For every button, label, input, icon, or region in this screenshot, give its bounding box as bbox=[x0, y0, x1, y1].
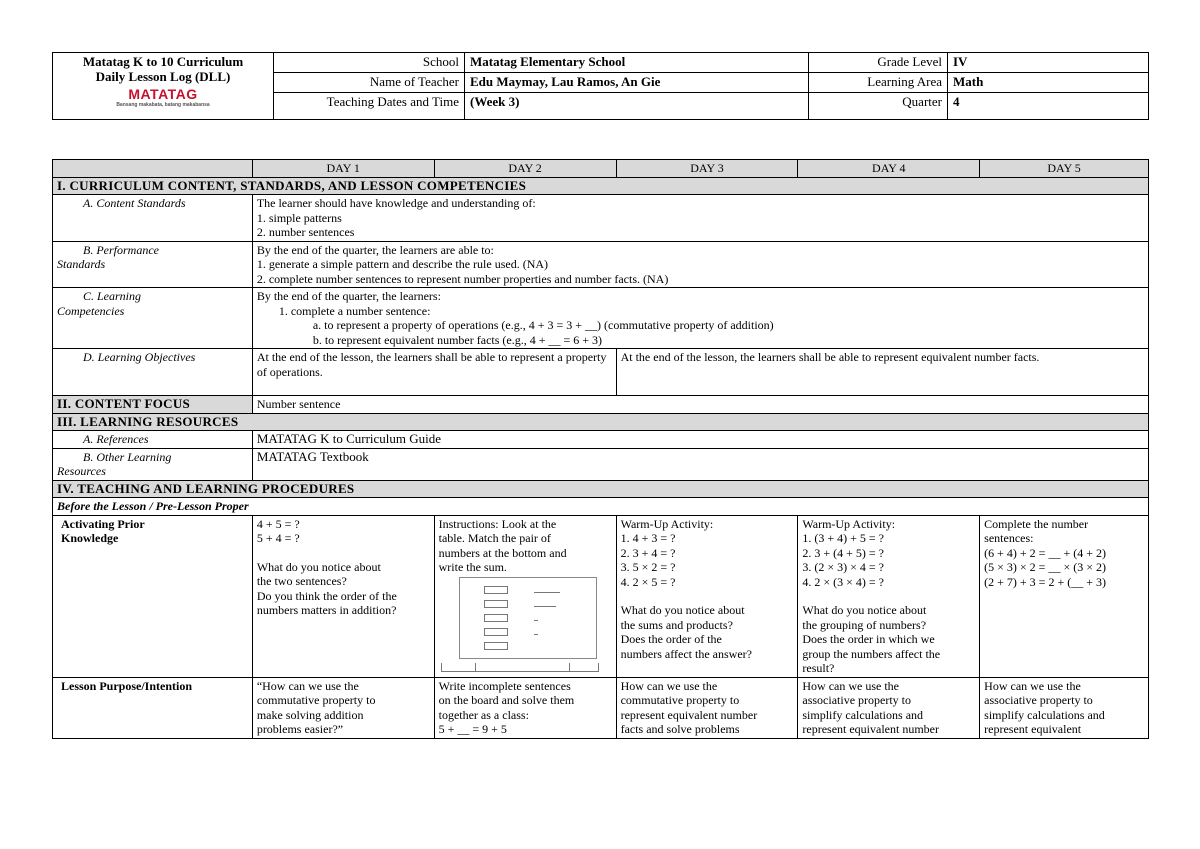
area-label: Learning Area bbox=[809, 73, 948, 93]
activating-day1: 4 + 5 = ? 5 + 4 = ? What do you notice about the two sentences? Do you think the order of the numbers matters in addition? bbox=[252, 515, 434, 677]
activating-day5: Complete the number sentences: (6 + 4) + 2 = __ + (4 + 2) (5 × 3) × 2 = __ × (3 × 2) (2 + 7) + 3 = 2 + (__ + 3) bbox=[980, 515, 1149, 677]
day-header: DAY 2 bbox=[434, 160, 616, 178]
performance-standards-label: B. Performance Standards bbox=[53, 241, 253, 288]
title-line1: Matatag K to 10 Curriculum bbox=[82, 54, 244, 69]
dll-title-cell bbox=[53, 53, 274, 120]
activating-label: Activating Prior Knowledge bbox=[53, 515, 253, 677]
day-header: DAY 1 bbox=[252, 160, 434, 178]
area-value: Math bbox=[948, 73, 1149, 93]
other-resources-value: MATATAG Textbook bbox=[252, 448, 1148, 480]
purpose-day2: Write incomplete sentences on the board and solve them together as a class: 5 + __ = 9 + 5 bbox=[434, 677, 616, 738]
objectives-label: D. Learning Objectives bbox=[53, 349, 253, 396]
quarter-label: Quarter bbox=[809, 93, 948, 120]
activating-day2: Instructions: Look at the table. Match the pair of numbers at the bottom and write the sum. bbox=[434, 515, 616, 677]
section-curriculum: I. CURRICULUM CONTENT, STANDARDS, AND LESSON COMPETENCIES bbox=[53, 177, 1149, 195]
competencies-value: By the end of the quarter, the learners: 1. complete a number sentence: a. to represent a property of operations (e.g., 4 + 3 = 3 + __) (commutative property of addition) b. to represent equivalent number facts (e.g., 4 + __ = 6 + 3) bbox=[252, 288, 1148, 349]
matching-table-image bbox=[459, 577, 597, 659]
before-lesson-heading: Before the Lesson / Pre-Lesson Proper bbox=[53, 498, 1149, 516]
day-header: DAY 4 bbox=[798, 160, 980, 178]
other-resources-label: B. Other Learning Resources bbox=[53, 448, 253, 480]
purpose-label: Lesson Purpose/Intention bbox=[53, 677, 253, 738]
grade-value: IV bbox=[948, 53, 1149, 73]
references-label: A. References bbox=[53, 431, 253, 449]
school-value: Matatag Elementary School bbox=[465, 53, 809, 73]
content-standards-value: The learner should have knowledge and understanding of: 1. simple patterns 2. number sentences bbox=[252, 195, 1148, 242]
purpose-day3: How can we use the commutative property to represent equivalent number facts and solve problems bbox=[616, 677, 798, 738]
title-line2: Daily Lesson Log (DLL) bbox=[95, 69, 231, 84]
section-procedures: IV. TEACHING AND LEARNING PROCEDURES bbox=[53, 480, 1149, 498]
quarter-value: 4 bbox=[948, 93, 1149, 120]
dates-label: Teaching Dates and Time bbox=[274, 93, 465, 120]
day-header: DAY 3 bbox=[616, 160, 798, 178]
day-header: DAY 5 bbox=[980, 160, 1149, 178]
number-ruler-image bbox=[441, 663, 599, 672]
objectives-days12: At the end of the lesson, the learners shall be able to represent a property of operations. bbox=[252, 349, 616, 396]
section-resources: III. LEARNING RESOURCES bbox=[53, 413, 1149, 431]
performance-standards-value: By the end of the quarter, the learners are able to: 1. generate a simple pattern and describe the rule used. (NA) 2. complete number sentences to represent number properties and number facts. (NA) bbox=[252, 241, 1148, 288]
dates-value: (Week 3) bbox=[465, 93, 809, 120]
content-standards-label: A. Content Standards bbox=[53, 195, 253, 242]
logo-tagline: Bansang makabata, batang makabansa bbox=[116, 102, 210, 108]
activating-day4: Warm-Up Activity: 1. (3 + 4) + 5 = ? 2. 3 + (4 + 5) = ? 3. (2 × 3) × 4 = ? 4. 2 × (3 × 4) = ? What do you notice about the grouping of numbers? Does the order in which we group the numbers affect the result? bbox=[798, 515, 980, 677]
teacher-label: Name of Teacher bbox=[274, 73, 465, 93]
content-focus-value: Number sentence bbox=[252, 396, 1148, 414]
lesson-log-table bbox=[52, 159, 1149, 739]
section-content-focus: II. CONTENT FOCUS bbox=[53, 396, 253, 414]
references-value: MATATAG K to Curriculum Guide bbox=[252, 431, 1148, 449]
grade-label: Grade Level bbox=[809, 53, 948, 73]
purpose-day1: “How can we use the commutative property to make solving addition problems easier?” bbox=[252, 677, 434, 738]
school-label: School bbox=[274, 53, 465, 73]
activating-day3: Warm-Up Activity: 1. 4 + 3 = ? 2. 3 + 4 = ? 3. 5 × 2 = ? 4. 2 × 5 = ? What do you notice about the sums and products? Does the order of the numbers affect the answer? bbox=[616, 515, 798, 677]
purpose-day4: How can we use the associative property to simplify calculations and represent equivalent number bbox=[798, 677, 980, 738]
header-table bbox=[52, 52, 1149, 120]
objectives-days345: At the end of the lesson, the learners shall be able to represent equivalent number facts. bbox=[616, 349, 1148, 396]
teacher-value: Edu Maymay, Lau Ramos, An Gie bbox=[465, 73, 809, 93]
corner-cell bbox=[53, 160, 253, 178]
purpose-day5: How can we use the associative property to simplify calculations and represent equivalent bbox=[980, 677, 1149, 738]
competencies-label: C. Learning Competencies bbox=[53, 288, 253, 349]
matatag-logo: MATATAG bbox=[128, 86, 198, 102]
